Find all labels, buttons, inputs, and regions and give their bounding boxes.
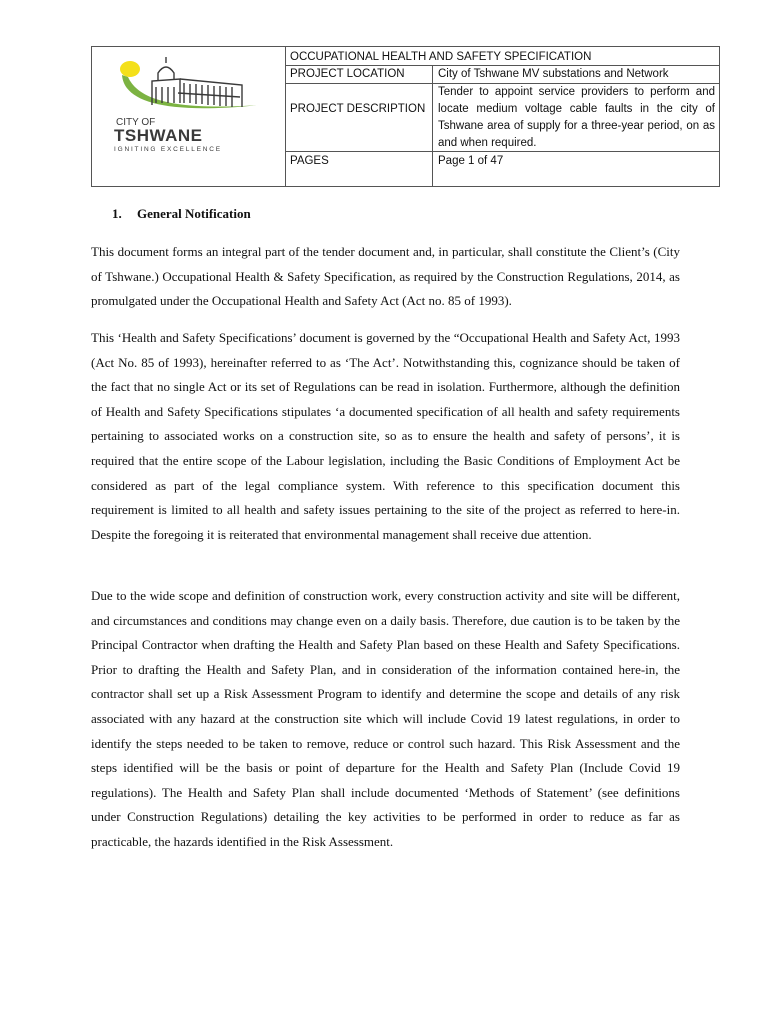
logo-cell	[92, 47, 286, 186]
spec-title: OCCUPATIONAL HEALTH AND SAFETY SPECIFICATION	[290, 51, 592, 63]
column-divider	[432, 65, 433, 186]
document-header-table	[91, 46, 720, 187]
project-description-value: Tender to appoint service providers to perform and locate medium voltage cable faults in the city of Tshwane area of supply for a three-year period, on as and when required.	[438, 86, 715, 149]
project-location-label: PROJECT LOCATION	[290, 68, 405, 80]
project-description-label: PROJECT DESCRIPTION	[290, 103, 426, 115]
logo-line2: TSHWANE	[114, 126, 203, 145]
logo-line1: CITY OF	[116, 117, 156, 128]
project-location-value: City of Tshwane MV substations and Network	[438, 68, 669, 80]
section-number: 1.	[112, 206, 122, 221]
paragraph-1: This document forms an integral part of the tender document and, in particular, shall constitute the Client’s (City of Tshwane.) Occupational Health & Safety Specification, as required by the Construction Regulations, 2014, as promulgated under the Occupational Health and Safety Act (Act no. 85 of 1993).	[91, 244, 680, 309]
logo-sun	[120, 61, 140, 77]
logo-building-icon	[152, 57, 242, 107]
paragraph-2: This ‘Health and Safety Specifications’ document is governed by the “Occupational Health and Safety Act, 1993 (Act No. 85 of 1993), hereinafter referred to as ‘The Act’. Notwithstanding this, cognizance should be taken of the fact that no single Act or its set of Regulations can be read in isolation. Furthermore, although the definition of Health and Safety Specifications stipulates ‘a documented specification of all health and safety requirements pertaining to associated works on a construction site, so as to ensure the health and safety of persons’, it is required that the entire scope of the Labour legislation, including the Basic Conditions of Employment Act be considered as part of the legal compliance system. With reference to this specification document this requirement is limited to all health and safety issues pertaining to the site of the project as referred to here-in. Despite the foregoing it is reiterated that environmental management shall receive due attention.	[91, 330, 680, 542]
logo-tagline: IGNITING EXCELLENCE	[114, 146, 222, 153]
section-title: General Notification	[137, 206, 251, 221]
city-of-tshwane-logo	[112, 53, 262, 153]
paragraph-3: Due to the wide scope and definition of construction work, every construction activity and site will be different, and circumstances and conditions may change even on a daily basis. Therefore, due caution is to be taken by the Principal Contractor when drafting the Health and Safety Plan based on these Health and Safety Specifications. Prior to drafting the Health and Safety Plan, and in consideration of the information contained here-in, the contractor shall set up a Risk Assessment Program to identify and determine the scope and details of any risk associated with any hazard at the construction site which will include Covid 19 latest regulations, in order to identify the steps needed to be taken to remove, reduce or control such hazard. This Risk Assessment and the steps identified will be the basis or point of departure for the Health and Safety Plan (Include Covid 19 regulations). The Health and Safety Plan shall include documented ‘Methods of Statement’ (see definitions under Construction Regulations) detailing the key activities to be performed in order to reduce as far as practicable, the hazards identified in the Risk Assessment.	[91, 588, 680, 849]
pages-label: PAGES	[290, 155, 329, 167]
section-heading	[112, 204, 251, 224]
pages-value: Page 1 of 47	[438, 155, 504, 167]
